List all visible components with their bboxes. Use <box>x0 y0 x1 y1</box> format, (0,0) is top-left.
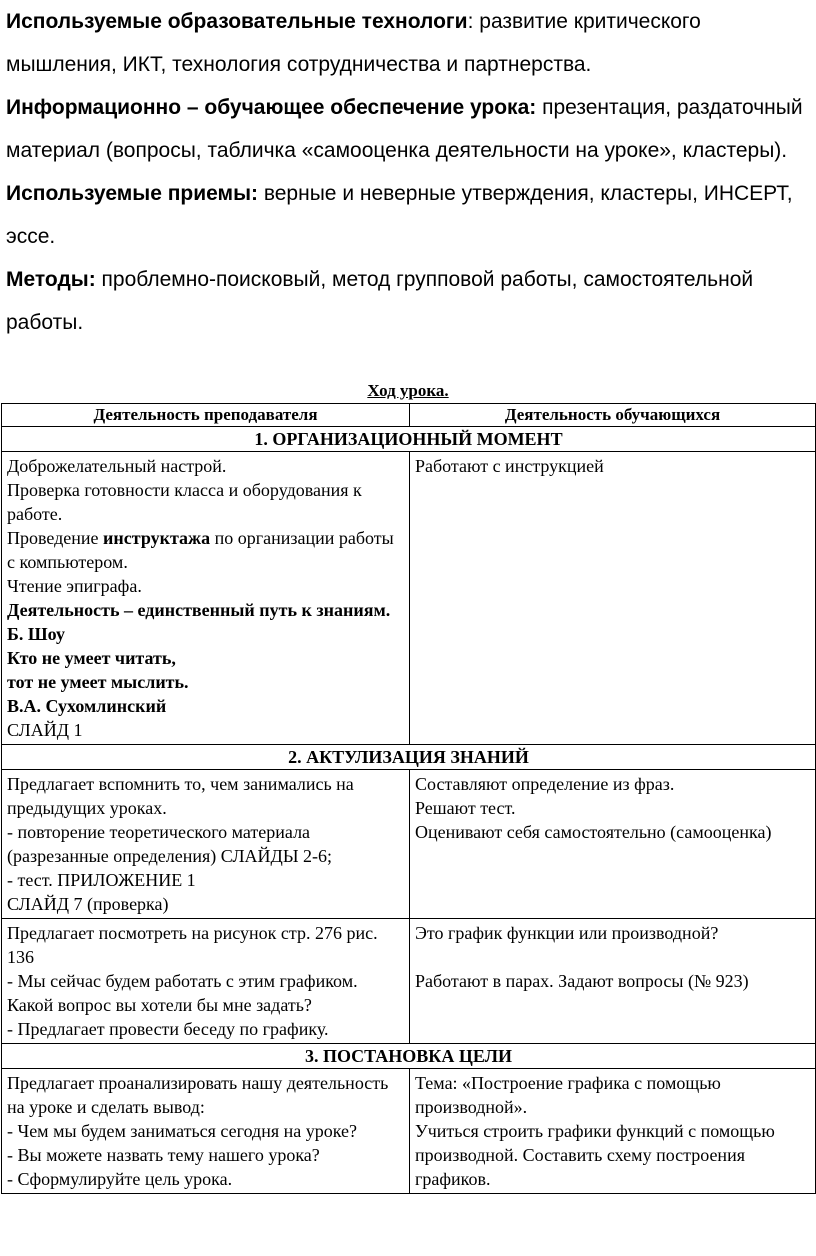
spacer <box>415 945 810 969</box>
cell-text: - Сформулируйте цель урока. <box>7 1169 233 1189</box>
section-row <box>2 1044 816 1069</box>
cell-text: Составляют определение из фраз. <box>415 774 675 794</box>
methods-label: Методы: <box>6 268 96 291</box>
cell-text: - Предлагает провести беседу по графику. <box>7 1019 329 1039</box>
cell-text: Работают с инструкцией <box>415 456 604 476</box>
table-row <box>2 770 816 919</box>
cell-text: - повторение теоретического материала (разрезанные определения) СЛАЙДЫ 2-6; <box>7 822 333 866</box>
section-title-3: 3. ПОСТАНОВКА ЦЕЛИ <box>2 1044 816 1069</box>
cell-text-part: Проведение <box>7 528 104 548</box>
table-row <box>2 919 816 1044</box>
techniques-text: верные и неверные утверждения, кластеры, ИНСЕРТ, эссе. <box>6 182 793 248</box>
cell-text: Учиться строить графики функций с помощью производной. Составить схему построения графиков. <box>415 1121 775 1189</box>
cell-text: Предлагает проанализировать нашу деятельность на уроке и сделать вывод: <box>7 1073 389 1117</box>
lesson-title: Ход урока. <box>367 381 449 400</box>
technologies-text: : развитие критического мышления, ИКТ, технология сотрудничества и партнерства. <box>6 10 701 76</box>
cell-text: Предлагает вспомнить то, чем занимались на предыдущих уроках. <box>7 774 354 818</box>
techniques-paragraph <box>6 172 806 258</box>
cell-text: Оценивают себя самостоятельно (самооценка) <box>415 822 772 842</box>
epigraph-text: Кто не умеет читать, <box>7 648 176 668</box>
students-cell <box>410 1069 816 1194</box>
cell-text: Проверка готовности класса и оборудования к работе. <box>7 480 362 524</box>
cell-text: Работают в парах. Задают вопросы (№ 923) <box>415 971 749 991</box>
methods-text: проблемно-поисковый, метод групповой работы, самостоятельной работы. <box>6 268 754 334</box>
techniques-label: Используемые приемы: <box>6 182 258 205</box>
section-title-2: 2. АКТУЛИЗАЦИЯ ЗНАНИЙ <box>2 745 816 770</box>
header-students: Деятельность обучающихся <box>410 404 816 427</box>
technologies-label: Используемые образовательные технологи <box>6 10 468 33</box>
table-row <box>2 1069 816 1194</box>
cell-text: Предлагает посмотреть на рисунок стр. 276 рис. 136 <box>7 923 378 967</box>
students-cell <box>410 770 816 919</box>
cell-text: Доброжелательный настрой. <box>7 456 227 476</box>
support-text: презентация, раздаточный материал (вопросы, табличка «самооценка деятельности на уроке», кластеры). <box>6 96 803 162</box>
slide-reference: СЛАЙД 7 (проверка) <box>7 894 169 914</box>
technologies-paragraph <box>6 0 806 86</box>
students-cell <box>410 919 816 1044</box>
cell-text: Это график функции или производной? <box>415 923 719 943</box>
cell-text <box>7 526 404 574</box>
methods-paragraph <box>6 258 806 344</box>
epigraph-author: Б. Шоу <box>7 624 65 644</box>
slide-reference: СЛАЙД 1 <box>7 720 83 740</box>
table-header-row <box>2 404 816 427</box>
cell-text: - Чем мы будем заниматься сегодня на уроке? <box>7 1121 358 1141</box>
cell-text-part: по организации работы с компьютером. <box>7 528 394 572</box>
cell-text-bold: инструктажа <box>103 528 211 548</box>
cell-text: Чтение эпиграфа. <box>7 576 142 596</box>
teacher-cell <box>2 1069 410 1194</box>
section-row <box>2 427 816 452</box>
section-title-1: 1. ОРГАНИЗАЦИОННЫЙ МОМЕНТ <box>2 427 816 452</box>
cell-text: Тема: «Построение графика с помощью производной». <box>415 1073 721 1117</box>
support-label: Информационно – обучающее обеспечение урока: <box>6 96 537 119</box>
epigraph-text: Деятельность – единственный путь к знаниям. <box>7 600 391 620</box>
epigraph-author: В.А. Сухомлинский <box>7 696 167 716</box>
teacher-cell <box>2 770 410 919</box>
section-row <box>2 745 816 770</box>
lesson-info <box>6 0 806 344</box>
students-cell <box>410 452 816 745</box>
cell-text: - Мы сейчас будем работать с этим графиком. Какой вопрос вы хотели бы мне задать? <box>7 971 358 1015</box>
table-row <box>2 452 816 745</box>
lesson-table <box>1 403 816 1194</box>
teacher-cell <box>2 452 410 745</box>
cell-text: - тест. ПРИЛОЖЕНИЕ 1 <box>7 870 196 890</box>
cell-text: - Вы можете назвать тему нашего урока? <box>7 1145 320 1165</box>
cell-text: Решают тест. <box>415 798 516 818</box>
epigraph-text: тот не умеет мыслить. <box>7 672 189 692</box>
support-paragraph <box>6 86 806 172</box>
header-teacher: Деятельность преподавателя <box>2 404 410 427</box>
teacher-cell <box>2 919 410 1044</box>
